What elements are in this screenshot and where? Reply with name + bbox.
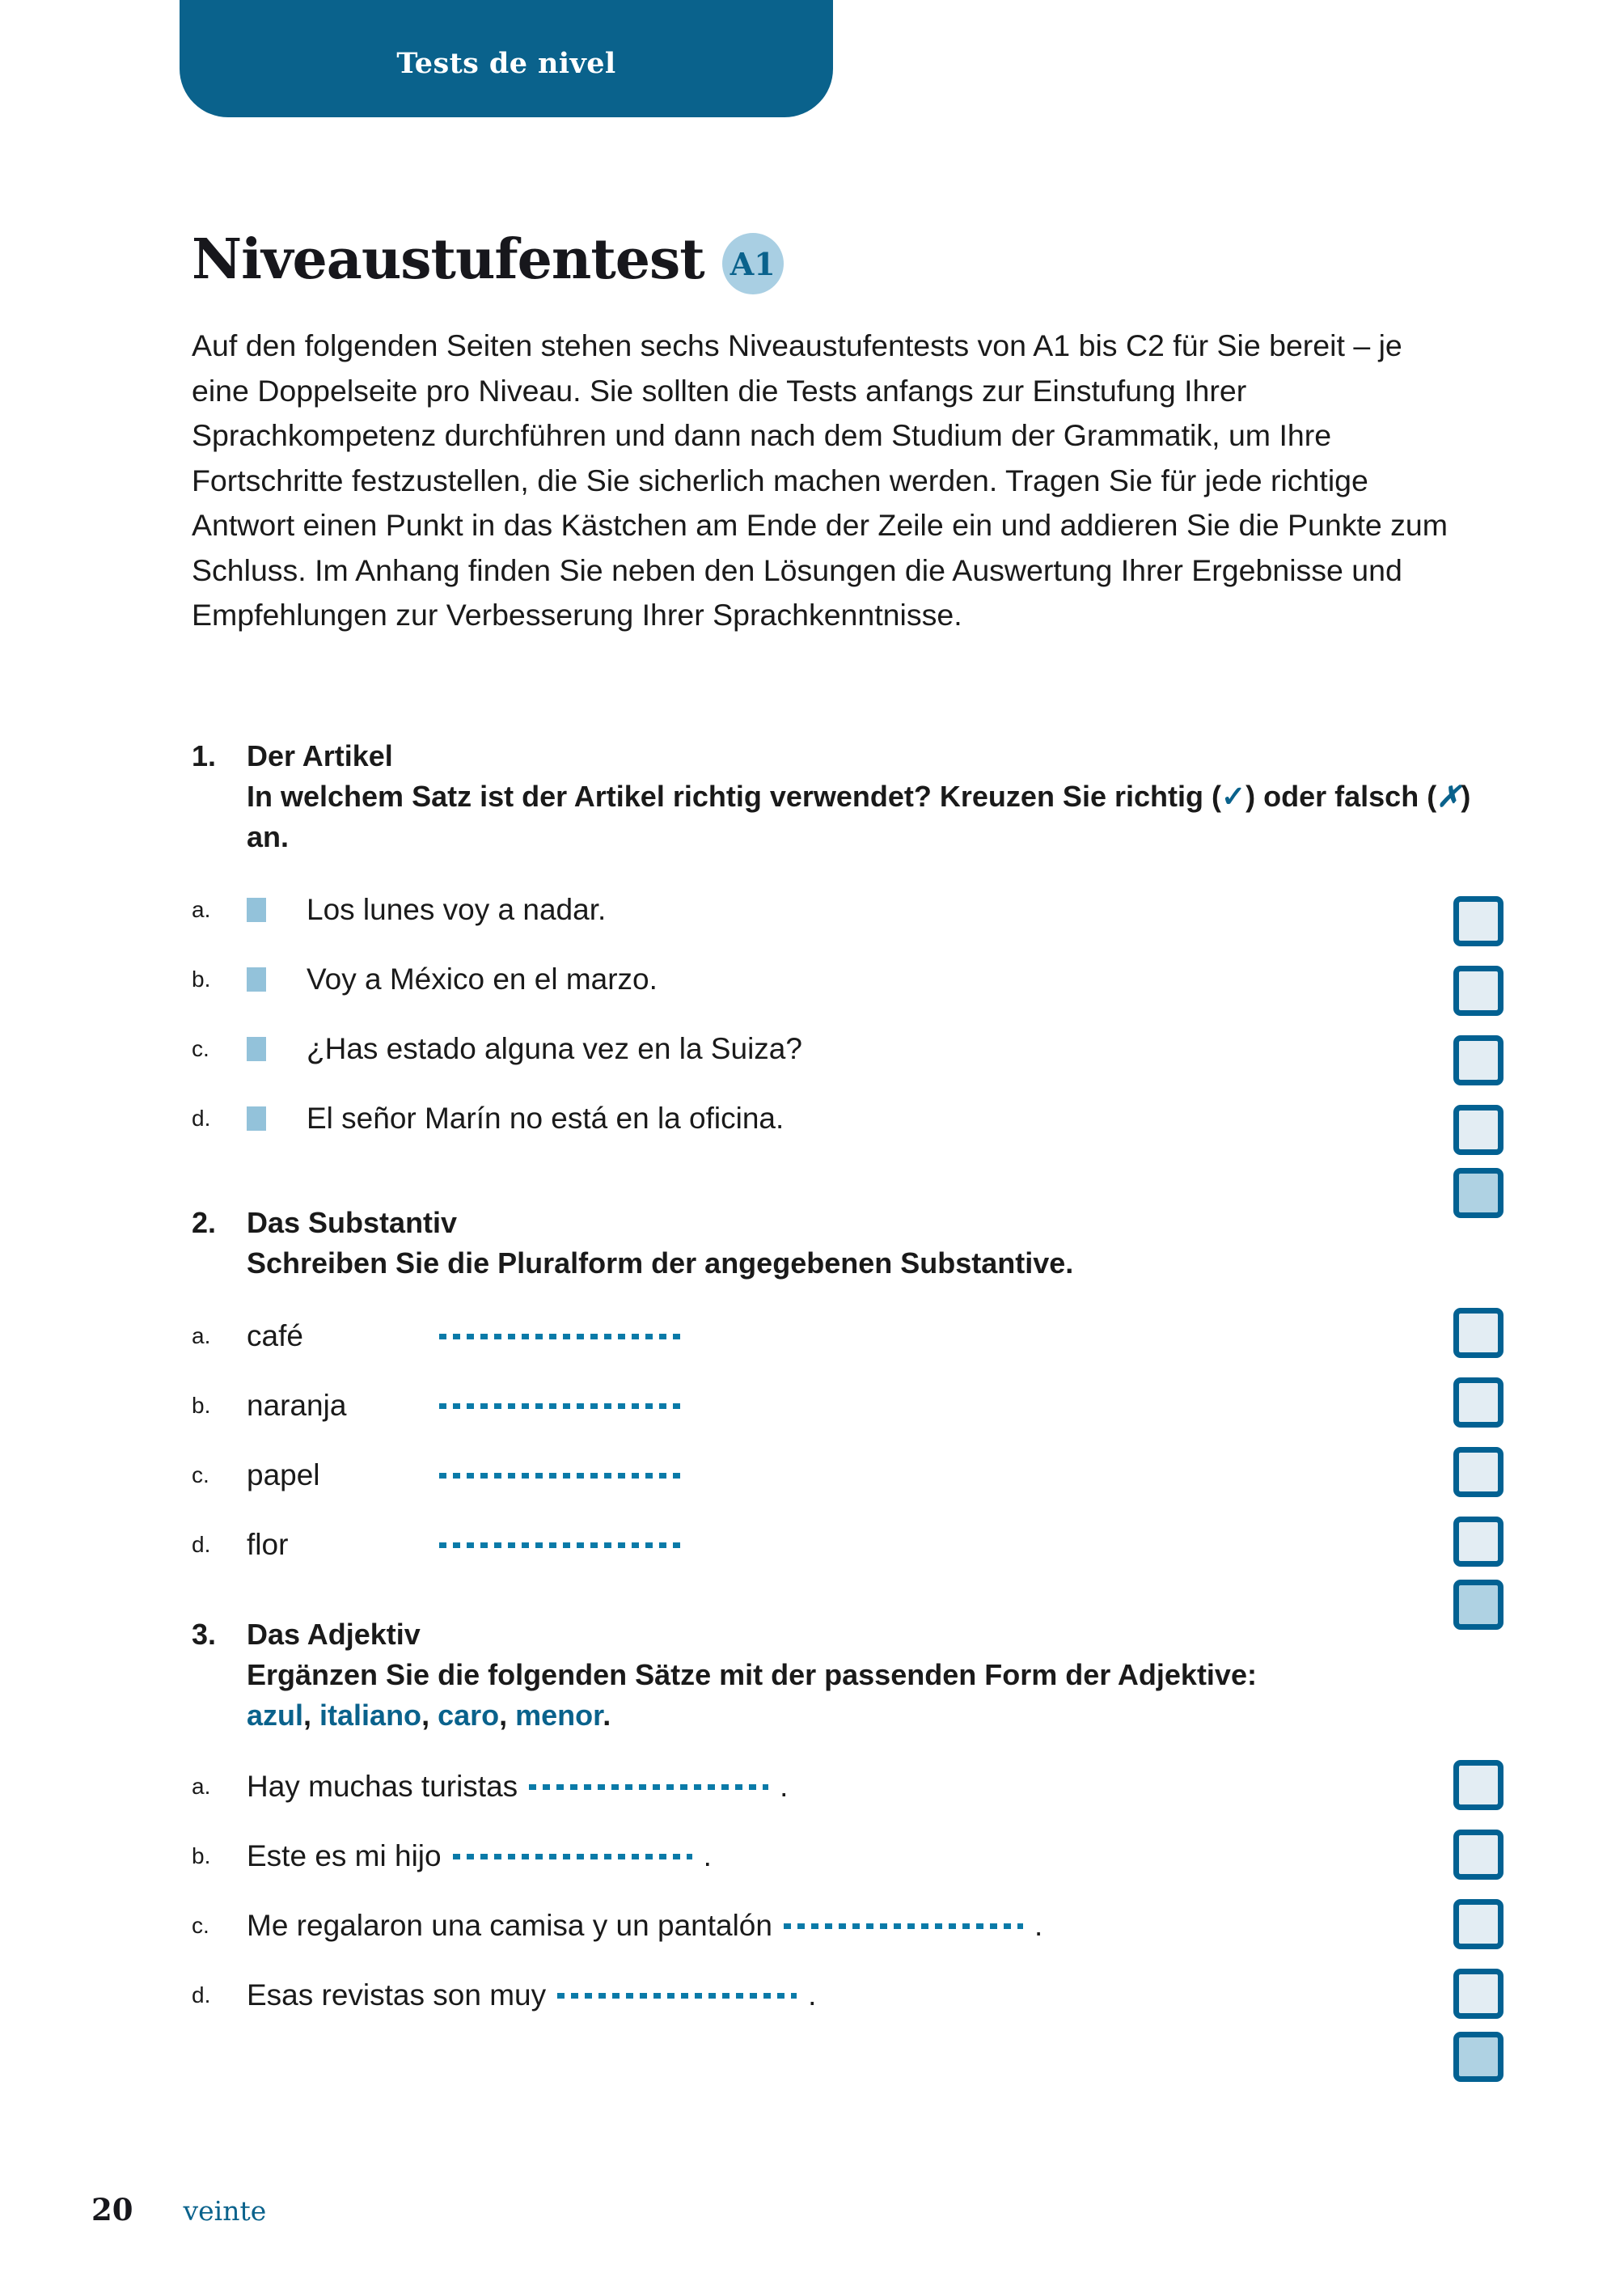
item-text-suffix: . — [1034, 1909, 1043, 1942]
page-title: Niveaustufentest — [192, 227, 704, 292]
item-text: Voy a México en el marzo. — [307, 962, 658, 996]
item-word: flor — [247, 1528, 289, 1561]
page-title-row — [192, 225, 784, 294]
exercise-2-header — [192, 1203, 1486, 1284]
answer-marker-icon[interactable] — [247, 898, 266, 922]
answer-blank[interactable] — [557, 1993, 797, 1999]
item-text: Este es mi hijo — [247, 1839, 442, 1872]
list-item — [192, 875, 1486, 945]
item-word: naranja — [247, 1389, 347, 1422]
score-box[interactable] — [1453, 1969, 1503, 2019]
score-box[interactable] — [1453, 1899, 1503, 1949]
section-tab — [180, 0, 833, 117]
level-badge: A1 — [722, 233, 784, 294]
adjective-italiano: italiano — [319, 1699, 422, 1732]
page-number-word: veinte — [183, 2195, 267, 2227]
item-word: café — [247, 1319, 303, 1352]
item-text: ¿Has estado alguna vez en la Suiza? — [307, 1032, 802, 1065]
adjective-menor: menor — [515, 1699, 603, 1732]
item-letter: b. — [192, 1843, 211, 1868]
item-text: El señor Marín no está en la oficina. — [307, 1102, 785, 1135]
score-box[interactable] — [1453, 1105, 1503, 1155]
answer-blank[interactable] — [453, 1854, 692, 1859]
item-text: Me regalaron una camisa y un pantalón — [247, 1909, 772, 1942]
item-text-suffix: . — [780, 1770, 789, 1803]
score-box-total[interactable] — [1453, 2032, 1503, 2082]
item-text-suffix: . — [703, 1839, 712, 1872]
exercise-2-number: 2. — [192, 1206, 217, 1239]
list-item — [192, 1014, 1486, 1084]
exercise-3 — [192, 1614, 1486, 2030]
instruction-text-mid: ) oder falsch ( — [1245, 780, 1437, 813]
list-item — [192, 1084, 1486, 1153]
item-letter: d. — [192, 1532, 211, 1557]
score-box[interactable] — [1453, 966, 1503, 1016]
answer-blank[interactable] — [439, 1542, 682, 1548]
exercise-1-instruction — [247, 776, 1486, 857]
exercise-1-title: Der Artikel — [247, 739, 393, 772]
item-letter: a. — [192, 1774, 211, 1799]
cross-icon: ✗ — [1436, 780, 1461, 813]
item-text: Hay muchas turistas — [247, 1770, 518, 1803]
item-letter: b. — [192, 967, 211, 992]
answer-marker-icon[interactable] — [247, 1037, 266, 1061]
exercise-2-title: Das Substantiv — [247, 1206, 458, 1239]
item-letter: c. — [192, 1036, 209, 1061]
item-letter: a. — [192, 897, 211, 922]
list-item — [192, 1821, 1486, 1891]
answer-blank[interactable] — [439, 1473, 682, 1479]
score-box[interactable] — [1453, 1830, 1503, 1880]
exercise-2 — [192, 1203, 1486, 1580]
exercise-3-instruction: Ergänzen Sie die folgenden Sätze mit der passenden Form der Adjektive: — [247, 1658, 1257, 1691]
adjective-azul: azul — [247, 1699, 304, 1732]
item-letter: d. — [192, 1982, 211, 2007]
exercise-3-number: 3. — [192, 1618, 217, 1651]
answer-blank[interactable] — [784, 1923, 1023, 1929]
score-box[interactable] — [1453, 1517, 1503, 1567]
score-box[interactable] — [1453, 1447, 1503, 1497]
score-box[interactable] — [1453, 896, 1503, 946]
list-item — [192, 1441, 1486, 1510]
item-letter: a. — [192, 1323, 211, 1348]
answer-marker-icon[interactable] — [247, 1106, 266, 1131]
instruction-text-pre: In welchem Satz ist der Artikel richtig verwendet? Kreuzen Sie richtig ( — [247, 780, 1221, 813]
list-item — [192, 1891, 1486, 1961]
list-item — [192, 1371, 1486, 1441]
page-number: 20 — [91, 2192, 133, 2227]
adjective-caro: caro — [438, 1699, 500, 1732]
list-item — [192, 945, 1486, 1014]
item-word: papel — [247, 1458, 320, 1491]
check-icon: ✓ — [1220, 780, 1246, 813]
item-letter: d. — [192, 1106, 211, 1131]
answer-marker-icon[interactable] — [247, 967, 266, 992]
exercise-3-header — [192, 1614, 1486, 1736]
score-box[interactable] — [1453, 1377, 1503, 1428]
exercise-1-header — [192, 736, 1486, 857]
section-tab-label: Tests de nivel — [396, 47, 616, 80]
list-item — [192, 1301, 1486, 1371]
list-item — [192, 1961, 1486, 2030]
score-box[interactable] — [1453, 1308, 1503, 1358]
answer-blank[interactable] — [439, 1334, 682, 1339]
list-item — [192, 1752, 1486, 1821]
score-box[interactable] — [1453, 1035, 1503, 1085]
exercise-1 — [192, 736, 1486, 1153]
item-text-suffix: . — [808, 1978, 817, 2012]
exercise-1-number: 1. — [192, 739, 217, 772]
item-text: Los lunes voy a nadar. — [307, 893, 607, 926]
answer-blank[interactable] — [529, 1784, 768, 1790]
score-box[interactable] — [1453, 1760, 1503, 1810]
intro-paragraph: Auf den folgenden Seiten stehen sechs Niveaustufentests von A1 bis C2 für Sie bereit – je eine Doppelseite pro Niveau. Sie sollten die Tests anfangs zur Einstufung Ihrer Sprachkompetenz durchführen und dann nach dem Studium der Grammatik, um Ihre Fortschritte festzustellen, die Sie sicherlich machen werden. Tragen Sie für jede richtige Antwort einen Punkt in das Kästchen am Ende der Zeile ein und addieren Sie die Punkte zum Schluss. Im Anhang finden Sie neben den Lösungen die Auswertung Ihrer Ergebnisse und Empfehlungen zur Verbesserung Ihrer Sprachkenntnisse. — [192, 328, 1448, 632]
item-letter: c. — [192, 1462, 209, 1487]
exercise-2-instruction: Schreiben Sie die Pluralform der angegebenen Substantive. — [247, 1246, 1074, 1280]
exercise-3-title: Das Adjektiv — [247, 1618, 421, 1651]
item-letter: c. — [192, 1913, 209, 1938]
item-text: Esas revistas son muy — [247, 1978, 547, 2012]
page-footer — [91, 2192, 266, 2227]
instruction-text-post: ) an. — [247, 780, 1471, 853]
exercise-3-adjective-list: azul, italiano, caro, menor. — [247, 1699, 611, 1732]
item-letter: b. — [192, 1393, 211, 1418]
list-item — [192, 1510, 1486, 1580]
answer-blank[interactable] — [439, 1403, 682, 1409]
